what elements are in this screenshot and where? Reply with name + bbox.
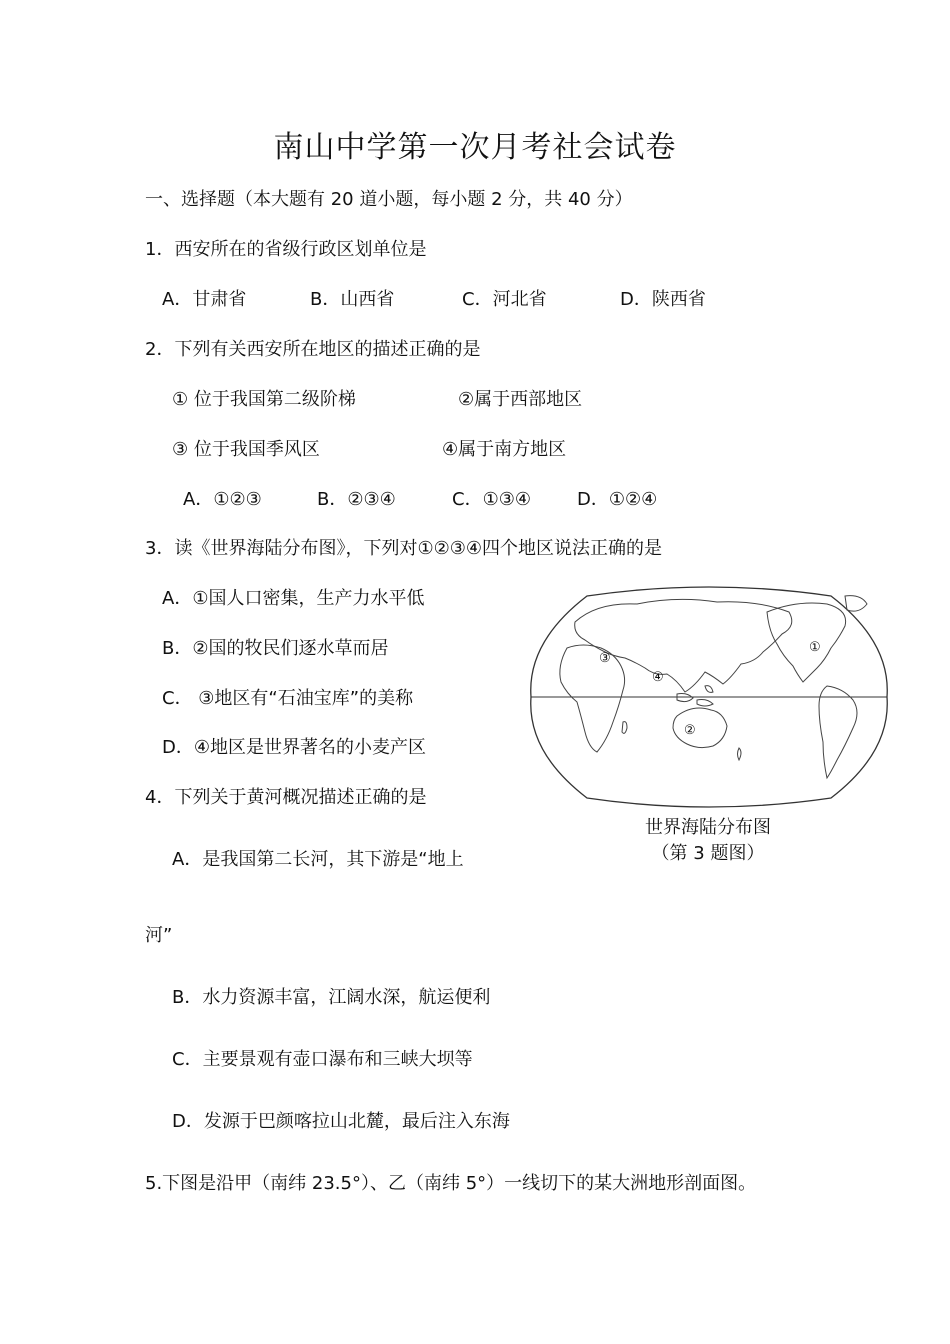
question-3-stem: 3．读《世界海陆分布图》，下列对①②③④四个地区说法正确的是 [145, 538, 662, 559]
section-heading: 一、选择题（本大题有 20 道小题，每小题 2 分，共 40 分） [145, 189, 633, 210]
question-1-option-a: A．甘肃省 [162, 289, 247, 310]
question-3-option-d: D．④地区是世界著名的小麦产区 [162, 737, 426, 758]
question-2-option-b: B．②③④ [317, 489, 396, 510]
question-2-statement-3: ③ 位于我国季风区 [172, 439, 320, 460]
question-3-option-c: C． ③地区有“石油宝库”的美称 [162, 688, 414, 709]
question-2-stem: 2．下列有关西安所在地区的描述正确的是 [145, 339, 481, 360]
question-2-option-c: C．①③④ [452, 489, 531, 510]
question-3-option-b: B．②国的牧民们逐水草而居 [162, 638, 389, 659]
question-4-stem: 4．下列关于黄河概况描述正确的是 [145, 787, 427, 808]
map-caption-sub: （第 3 题图） [651, 843, 765, 864]
world-map [527, 582, 891, 812]
question-2-statement-1: ① 位于我国第二级阶梯 [172, 389, 356, 410]
question-4-option-a-continued: 河” [145, 925, 173, 946]
question-4-option-b: B．水力资源丰富，江阔水深，航运便利 [172, 987, 491, 1008]
map-label-1: ① [809, 640, 821, 655]
question-5-stem: 5.下图是沿甲（南纬 23.5°）、乙（南纬 5°）一线切下的某大洲地形剖面图。 [145, 1173, 757, 1194]
world-map-figure [527, 582, 891, 812]
question-4-option-d: D．发源于巴颜喀拉山北麓，最后注入东海 [172, 1111, 510, 1132]
map-label-2: ② [684, 723, 696, 738]
question-1-option-d: D．陕西省 [620, 289, 706, 310]
question-1-option-b: B．山西省 [310, 289, 395, 310]
map-label-4: ④ [652, 670, 664, 685]
map-caption: 世界海陆分布图 [645, 817, 771, 838]
question-2-option-a: A．①②③ [183, 489, 262, 510]
question-4-option-a: A．是我国第二长河，其下游是“地上 [172, 849, 464, 870]
question-4-option-c: C．主要景观有壶口瀑布和三峡大坝等 [172, 1049, 473, 1070]
question-1-option-c: C．河北省 [462, 289, 547, 310]
question-2-option-d: D．①②④ [577, 489, 658, 510]
question-3-option-a: A．①国人口密集，生产力水平低 [162, 588, 425, 609]
question-2-statement-2: ②属于西部地区 [458, 389, 583, 410]
exam-title: 南山中学第一次月考社会试卷 [273, 130, 677, 165]
map-label-3: ③ [599, 651, 611, 666]
greenland-outline [845, 596, 867, 611]
question-2-statement-4: ④属于南方地区 [442, 439, 567, 460]
question-1-stem: 1．西安所在的省级行政区划单位是 [145, 239, 427, 260]
